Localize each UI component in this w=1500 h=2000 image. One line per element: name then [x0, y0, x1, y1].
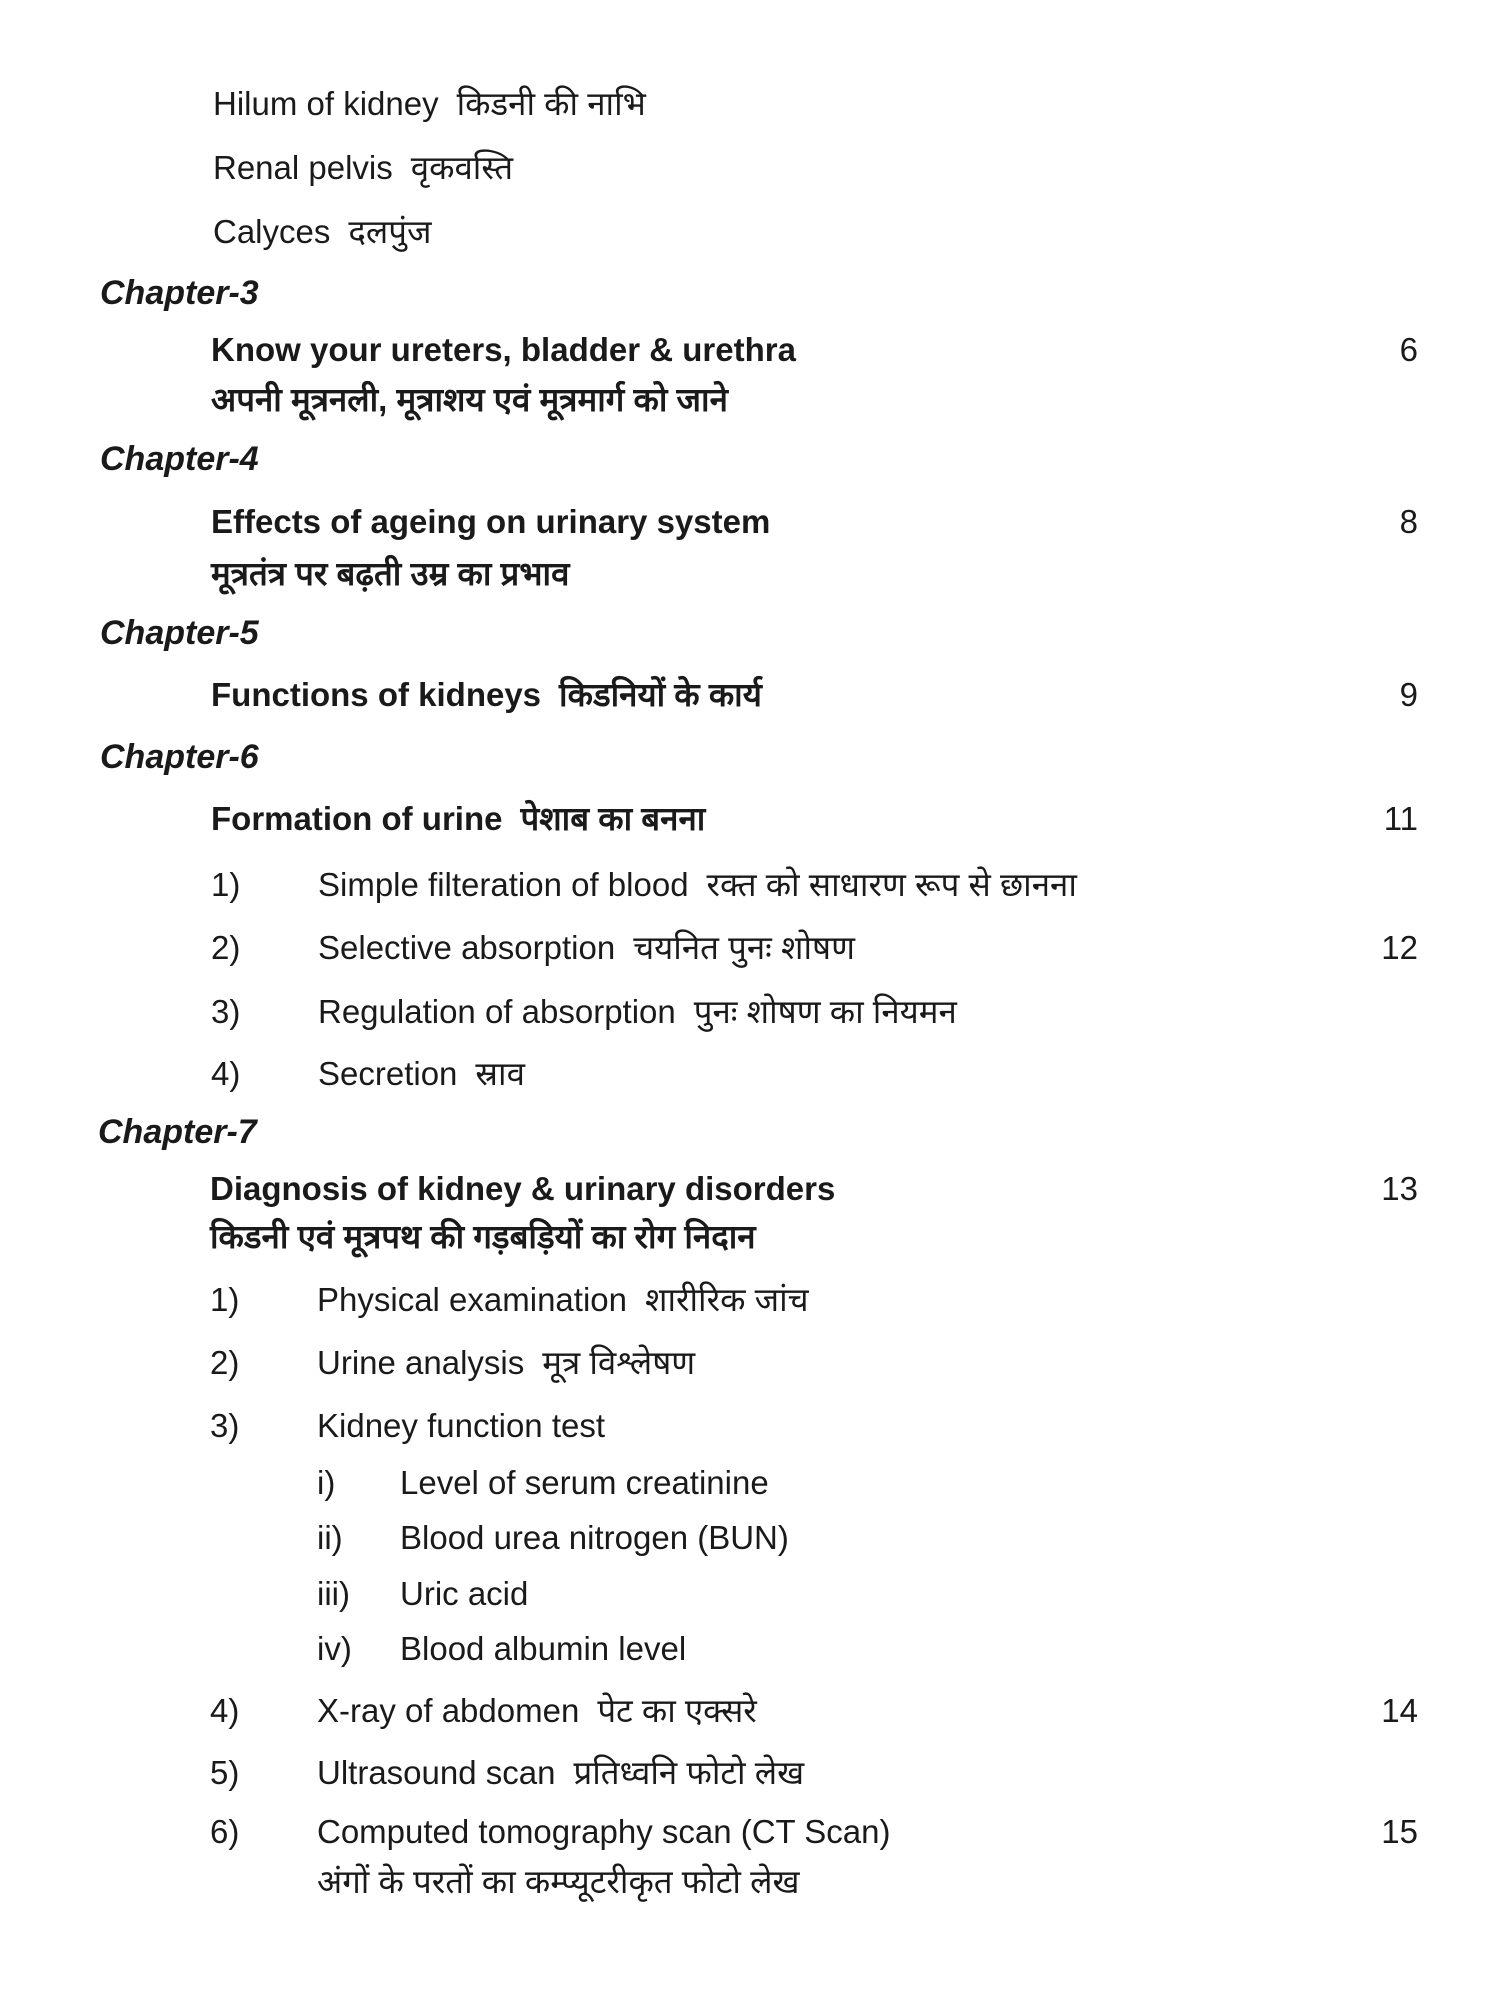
- toc-item: [317, 1278, 809, 1322]
- chapter-title-en: Know your ureters, bladder & urethra: [211, 331, 796, 368]
- chapter-title: [211, 673, 762, 717]
- item-en: Hilum of kidney: [213, 85, 439, 122]
- toc-item: [318, 926, 855, 970]
- chapter-title-hi: मूत्रतंत्र पर बढ़ती उम्र का प्रभाव: [211, 555, 570, 592]
- item-hi: मूत्र विश्लेषण: [542, 1344, 696, 1381]
- item-number: 4): [211, 1055, 241, 1092]
- toc-item: [317, 1751, 804, 1795]
- toc-subitem: Blood urea nitrogen (BUN): [400, 1519, 789, 1556]
- item-number: 2): [210, 1344, 240, 1381]
- toc-item-hi: अंगों के परतों का कम्प्यूटरीकृत फोटो लेख: [317, 1863, 800, 1900]
- item-number: 4): [210, 1692, 240, 1729]
- subitem-number: iv): [317, 1630, 352, 1667]
- toc-subitem: Level of serum creatinine: [400, 1464, 769, 1501]
- toc-item: [318, 863, 1077, 907]
- item-en: Calyces: [213, 213, 331, 250]
- chapter-label: Chapter-3: [100, 274, 259, 312]
- item-en: Ultrasound scan: [317, 1754, 556, 1791]
- item-en: Kidney function test: [317, 1407, 606, 1444]
- toc-item: [318, 990, 957, 1034]
- page-number: 13: [1381, 1170, 1418, 1207]
- chapter-title-en: Diagnosis of kidney & urinary disorders: [210, 1170, 836, 1207]
- toc-intro-item: [213, 146, 513, 190]
- page-number: 12: [1381, 929, 1418, 966]
- chapter-label: Chapter-7: [98, 1113, 257, 1151]
- chapter-title-hi: पेशाब का बनना: [520, 800, 706, 837]
- item-hi: रक्त को साधारण रूप से छानना: [706, 866, 1077, 903]
- item-number: 3): [211, 993, 241, 1030]
- item-en: Renal pelvis: [213, 149, 393, 186]
- chapter-title-en: Effects of ageing on urinary system: [211, 503, 771, 540]
- page-number: 14: [1381, 1692, 1418, 1729]
- chapter-title: [211, 797, 705, 841]
- item-en: X-ray of abdomen: [317, 1692, 580, 1729]
- chapter-title-hi: अपनी मूत्रनली, मूत्राशय एवं मूत्रमार्ग को जाने: [211, 381, 728, 418]
- toc-intro-item: [213, 82, 646, 126]
- item-hi: प्रतिध्वनि फोटो लेख: [573, 1754, 805, 1791]
- item-hi: दलपुंज: [348, 213, 432, 250]
- item-hi: पुनः शोषण का नियमन: [693, 993, 957, 1030]
- item-en: Simple filteration of blood: [318, 866, 689, 903]
- page-number: 11: [1383, 800, 1418, 837]
- item-en: Selective absorption: [318, 929, 616, 966]
- toc-subitem: Blood albumin level: [400, 1630, 687, 1667]
- page-number: 8: [1399, 503, 1418, 540]
- toc-item-en: Computed tomography scan (CT Scan): [317, 1813, 891, 1850]
- item-en: Secretion: [318, 1055, 458, 1092]
- item-hi: पेट का एक्सरे: [597, 1692, 757, 1729]
- toc-item: [317, 1404, 605, 1448]
- subitem-number: iii): [317, 1575, 350, 1612]
- page-number: 6: [1399, 331, 1418, 368]
- chapter-label: Chapter-5: [100, 614, 259, 652]
- item-number: 1): [210, 1281, 240, 1318]
- subitem-number: i): [317, 1464, 336, 1501]
- item-hi: स्राव: [475, 1055, 525, 1092]
- item-number: 5): [210, 1754, 240, 1791]
- item-number: 6): [210, 1813, 240, 1850]
- item-hi: चयनित पुनः शोषण: [633, 929, 855, 966]
- item-number: 3): [210, 1407, 240, 1444]
- item-en: Physical examination: [317, 1281, 627, 1318]
- item-number: 2): [211, 929, 241, 966]
- toc-item: [317, 1341, 695, 1385]
- item-en: Regulation of absorption: [318, 993, 676, 1030]
- item-number: 1): [211, 866, 241, 903]
- toc-subitem: Uric acid: [400, 1575, 529, 1612]
- chapter-title-hi: किडनी एवं मूत्रपथ की गड़बड़ियों का रोग निदान: [210, 1218, 756, 1255]
- toc-item: [317, 1689, 757, 1733]
- page-number: 9: [1399, 676, 1418, 713]
- item-hi: किडनी की नाभि: [456, 85, 646, 122]
- item-en: Urine analysis: [317, 1344, 525, 1381]
- page-number: 15: [1381, 1813, 1418, 1850]
- toc-intro-item: [213, 210, 432, 254]
- item-hi: वृकवस्ति: [410, 149, 513, 186]
- chapter-title-en: Functions of kidneys: [211, 676, 542, 713]
- chapter-title-en: Formation of urine: [211, 800, 503, 837]
- chapter-title-hi: किडनियों के कार्य: [559, 676, 762, 713]
- item-hi: शारीरिक जांच: [645, 1281, 809, 1318]
- subitem-number: ii): [317, 1519, 343, 1556]
- chapter-label: Chapter-4: [100, 440, 259, 478]
- toc-item: [318, 1052, 525, 1096]
- chapter-label: Chapter-6: [100, 738, 259, 776]
